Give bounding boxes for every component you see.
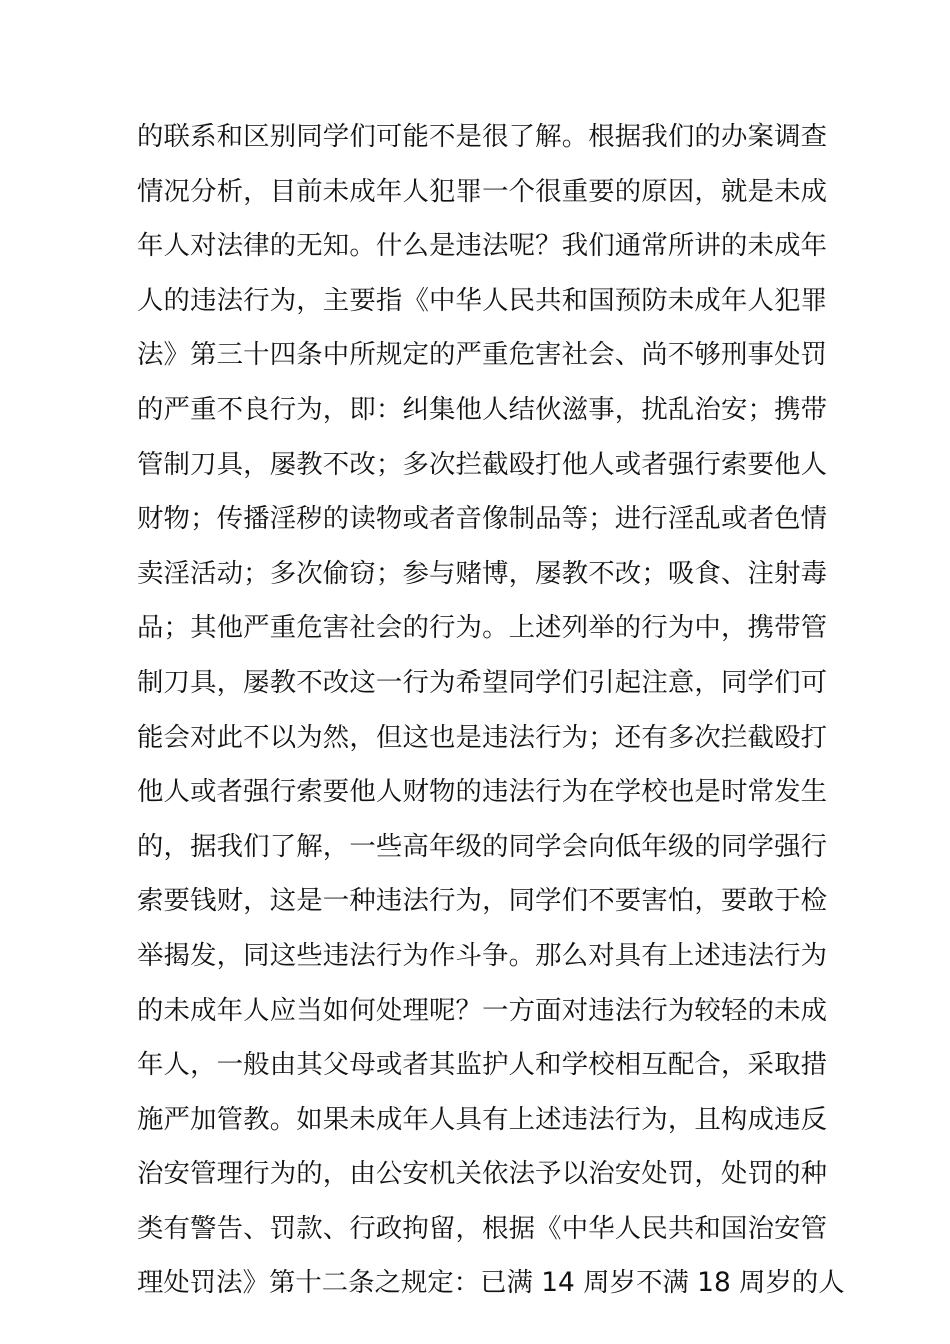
text-line-2: 情况分析，目前未成年人犯罪一个很重要的原因，就是未成 bbox=[137, 175, 827, 207]
text-line-18: 年人，一般由其父母或者其监护人和学校相互配合，采取措 bbox=[137, 1049, 827, 1081]
text-line-20: 治安管理行为的，由公安机关依法予以治安处罚，处罚的种 bbox=[137, 1158, 827, 1190]
text-line-13: 他人或者强行索要他人财物的违法行为在学校也是时常发生 bbox=[137, 776, 827, 808]
text-line-1: 的联系和区别同学们可能不是很了解。根据我们的办案调查 bbox=[137, 121, 827, 152]
text-line-16: 举揭发，同这些违法行为作斗争。那么对具有上述违法行为 bbox=[137, 939, 827, 971]
text-line-5: 法》第三十四条中所规定的严重危害社会、尚不够刑事处罚 bbox=[137, 339, 827, 371]
text-line-11: 制刀具，屡教不改这一行为希望同学们引起注意，同学们可 bbox=[137, 666, 827, 698]
text-line-21: 类有警告、罚款、行政拘留，根据《中华人民共和国治安管 bbox=[137, 1212, 827, 1244]
text-line-14: 的，据我们了解，一些高年级的同学会向低年级的同学强行 bbox=[137, 830, 827, 862]
text-line-22: 理处罚法》第十二条之规定：已满 14 周岁不满 18 周岁的人 bbox=[137, 1267, 845, 1299]
text-line-8: 财物；传播淫秽的读物或者音像制品等；进行淫乱或者色情 bbox=[137, 503, 827, 535]
text-line-19: 施严加管教。如果未成年人具有上述违法行为，且构成违反 bbox=[137, 1103, 827, 1135]
text-line-7: 管制刀具，屡教不改；多次拦截殴打他人或者强行索要他人 bbox=[137, 448, 827, 480]
body-text bbox=[137, 110, 845, 1311]
text-line-9: 卖淫活动；多次偷窃；参与赌博，屡教不改；吸食、注射毒 bbox=[137, 557, 827, 589]
text-line-15: 索要钱财，这是一种违法行为，同学们不要害怕，要敢于检 bbox=[137, 885, 827, 917]
text-line-4: 人的违法行为，主要指《中华人民共和国预防未成年人犯罪 bbox=[137, 284, 827, 316]
text-line-10: 品；其他严重危害社会的行为。上述列举的行为中，携带管 bbox=[137, 612, 827, 644]
text-line-17: 的未成年人应当如何处理呢？一方面对违法行为较轻的未成 bbox=[137, 994, 827, 1026]
text-line-12: 能会对此不以为然，但这也是违法行为；还有多次拦截殴打 bbox=[137, 721, 827, 753]
text-line-3: 年人对法律的无知。什么是违法呢？我们通常所讲的未成年 bbox=[137, 230, 827, 262]
text-line-6: 的严重不良行为，即：纠集他人结伙滋事，扰乱治安；携带 bbox=[137, 393, 827, 425]
